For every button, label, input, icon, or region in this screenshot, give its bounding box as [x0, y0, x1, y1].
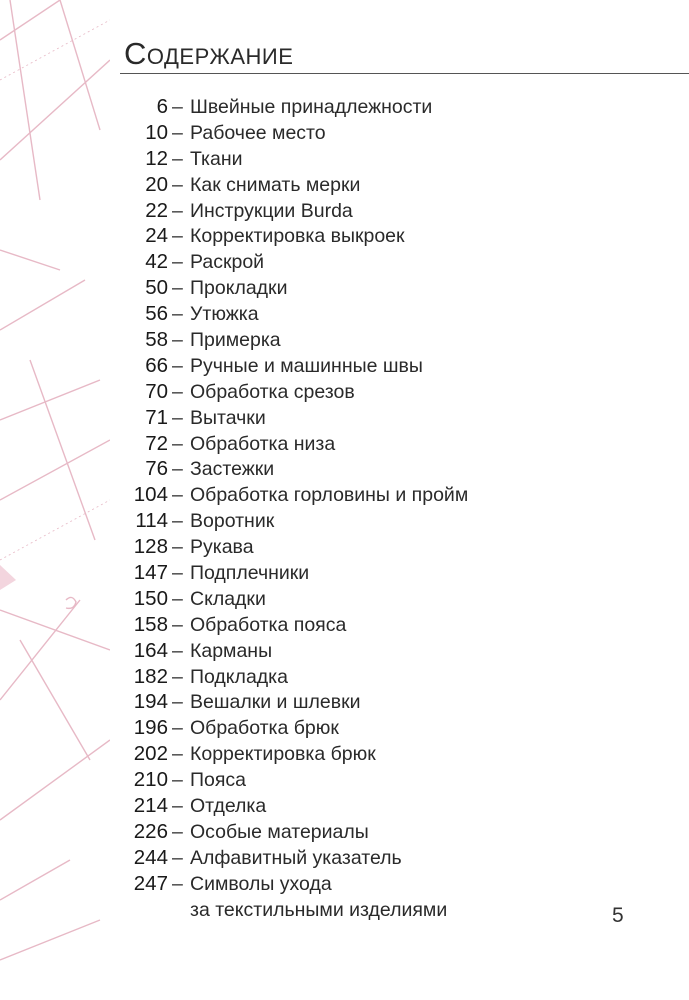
- toc-separator: –: [172, 872, 183, 895]
- toc-title: Примерка: [190, 329, 281, 352]
- toc-page-number: 244: [133, 845, 168, 869]
- toc-entry: [0, 508, 600, 534]
- toc-page-number: 150: [133, 586, 168, 610]
- toc-page-number: 71: [145, 405, 168, 429]
- toc-entry: [0, 586, 600, 612]
- toc-title: Карманы: [190, 639, 273, 662]
- toc-title: Пояса: [190, 769, 247, 792]
- toc-separator: –: [172, 769, 183, 792]
- toc-page-number: 20: [145, 172, 168, 196]
- toc-entry: [0, 767, 600, 793]
- toc-title: Символы ухода: [190, 872, 332, 895]
- title-divider: [120, 73, 689, 74]
- toc-page-number: 104: [133, 483, 168, 507]
- toc-title: Обработка пояса: [190, 613, 347, 636]
- toc-page-number: 24: [145, 224, 168, 248]
- toc-page-number: 12: [145, 146, 168, 170]
- toc-separator: –: [172, 562, 183, 585]
- toc-title: Ручные и машинные швы: [190, 354, 423, 377]
- toc-entry: [0, 301, 600, 327]
- toc-separator: –: [172, 639, 183, 662]
- toc-entry: [0, 715, 600, 741]
- toc-page-number: 22: [145, 198, 168, 222]
- toc-title: Обработка горловины и пройм: [190, 484, 469, 507]
- toc-separator: –: [172, 251, 183, 274]
- toc-page-number: 194: [133, 690, 168, 714]
- page-number: 5: [612, 904, 624, 927]
- toc-title: Застежки: [190, 458, 275, 481]
- toc-page-number: 147: [133, 561, 168, 585]
- toc-separator: –: [172, 329, 183, 352]
- toc-separator: –: [172, 277, 183, 300]
- toc-entry: [0, 664, 600, 690]
- toc-separator: –: [172, 225, 183, 248]
- toc-entry: [0, 871, 600, 921]
- toc-page-number: 128: [133, 535, 168, 559]
- toc-separator: –: [172, 147, 183, 170]
- toc-page-number: 72: [145, 431, 168, 455]
- toc-separator: –: [172, 717, 183, 740]
- toc-separator: –: [172, 199, 183, 222]
- toc-separator: –: [172, 846, 183, 869]
- toc-page-number: 58: [145, 328, 168, 352]
- toc-page-number: 76: [145, 457, 168, 481]
- toc-separator: –: [172, 536, 183, 559]
- toc-title: Алфавитный указатель: [190, 846, 402, 869]
- toc-separator: –: [172, 354, 183, 377]
- toc-page-number: 6: [156, 95, 168, 118]
- toc-title: Рабочее место: [190, 121, 326, 144]
- toc-title: Обработка срезов: [190, 380, 355, 403]
- toc-separator: –: [172, 121, 183, 144]
- toc-title: Отделка: [190, 795, 267, 818]
- toc-separator: –: [172, 432, 183, 455]
- toc-title: Раскрой: [190, 251, 265, 274]
- toc-entry: [0, 172, 600, 198]
- toc-entry: [0, 223, 600, 249]
- page-title: Содержание: [124, 36, 294, 71]
- toc-separator: –: [172, 96, 183, 118]
- toc-separator: –: [172, 691, 183, 714]
- toc-title: Складки: [190, 587, 266, 610]
- toc-page-number: 247: [133, 871, 168, 895]
- toc-title: Обработка низа: [190, 432, 336, 455]
- toc-separator: –: [172, 303, 183, 326]
- toc-title: Инструкции Burda: [190, 199, 353, 222]
- toc-entry: [0, 431, 600, 457]
- toc-title: Вешалки и шлевки: [190, 691, 361, 714]
- toc-entry: [0, 819, 600, 845]
- toc-entry: [0, 482, 600, 508]
- toc-page-number: 182: [133, 664, 168, 688]
- toc-title: Вытачки: [190, 406, 266, 429]
- toc-page-number: 66: [145, 353, 168, 377]
- toc-separator: –: [172, 380, 183, 403]
- toc-title: Воротник: [190, 510, 275, 533]
- toc-title: Ткани: [190, 147, 243, 170]
- toc-page-number: 10: [145, 120, 168, 144]
- toc-title: Подкладка: [190, 665, 288, 688]
- toc-entry: [0, 327, 600, 353]
- toc-entry: [0, 534, 600, 560]
- toc-separator: –: [172, 743, 183, 766]
- toc-separator: –: [172, 820, 183, 843]
- toc-title: Подплечники: [190, 562, 310, 585]
- toc-entry: [0, 560, 600, 586]
- toc-page-number: 114: [135, 509, 168, 533]
- toc-page-number: 164: [133, 638, 168, 662]
- toc-entry: [0, 612, 600, 638]
- toc-entry: [0, 845, 600, 871]
- toc-title: Как снимать мерки: [190, 173, 361, 196]
- toc-title: Утюжка: [190, 303, 259, 326]
- toc-title: Особые материалы: [190, 820, 369, 843]
- toc-title-continuation: за текстильными изделиями: [190, 898, 448, 921]
- toc-separator: –: [172, 587, 183, 610]
- toc-page-number: 50: [145, 276, 168, 300]
- toc-page-number: 70: [145, 379, 168, 403]
- toc-entry: [0, 379, 600, 405]
- toc-page-number: 202: [133, 742, 168, 766]
- toc-title: Обработка брюк: [190, 717, 339, 740]
- toc-title: Корректировка выкроек: [190, 225, 405, 248]
- toc-entry: [0, 120, 600, 146]
- toc-title: Корректировка брюк: [190, 743, 376, 766]
- toc-page-number: 226: [133, 819, 168, 843]
- toc-entry: [0, 198, 600, 224]
- toc-separator: –: [172, 406, 183, 429]
- toc-entry: [0, 94, 600, 120]
- toc-entry: [0, 793, 600, 819]
- toc-title: Рукава: [190, 536, 254, 559]
- toc-entry: [0, 405, 600, 431]
- toc-separator: –: [172, 613, 183, 636]
- toc-entry: [0, 741, 600, 767]
- toc-page-number: 196: [133, 716, 168, 740]
- table-of-contents: [0, 94, 600, 921]
- toc-separator: –: [172, 458, 183, 481]
- toc-page-number: 210: [133, 768, 168, 792]
- toc-entry: [0, 249, 600, 275]
- toc-entry: [0, 353, 600, 379]
- toc-page-number: 56: [145, 302, 168, 326]
- toc-title: Швейные принадлежности: [190, 96, 433, 118]
- toc-separator: –: [172, 484, 183, 507]
- toc-entry: [0, 275, 600, 301]
- toc-entry: [0, 146, 600, 172]
- toc-separator: –: [172, 665, 183, 688]
- toc-entry: [0, 689, 600, 715]
- toc-separator: –: [172, 795, 183, 818]
- toc-page-number: 158: [133, 612, 168, 636]
- toc-separator: –: [172, 173, 183, 196]
- toc-entry: [0, 638, 600, 664]
- toc-page-number: 42: [145, 250, 168, 274]
- toc-page-number: 214: [133, 794, 168, 818]
- toc-separator: –: [172, 510, 183, 533]
- toc-entry: [0, 456, 600, 482]
- toc-title: Прокладки: [190, 277, 288, 300]
